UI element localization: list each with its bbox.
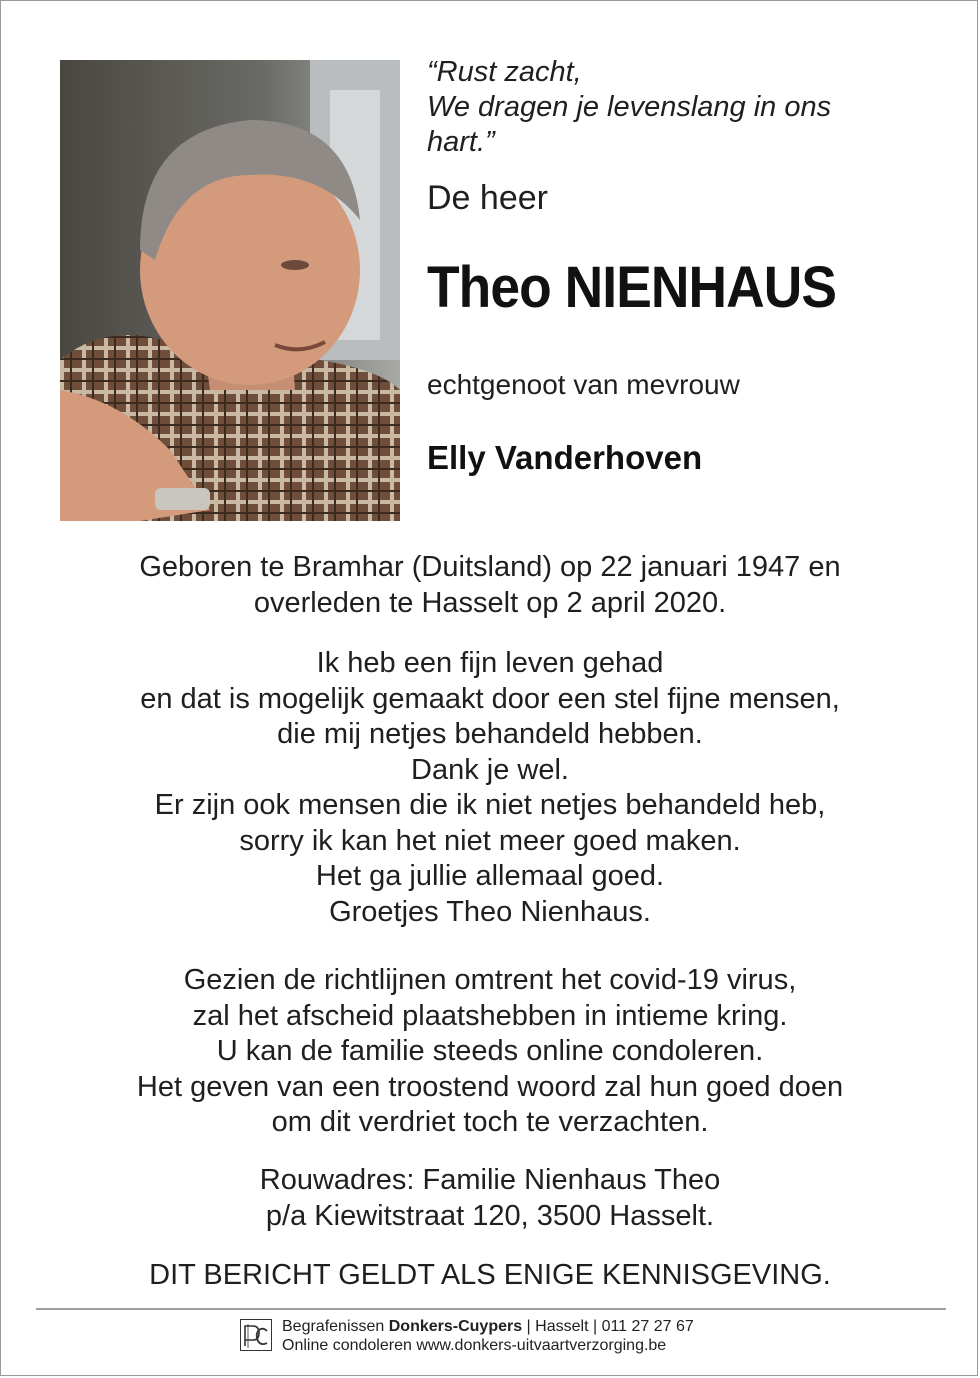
title-prefix: De heer <box>427 179 548 217</box>
official-notice <box>1 1258 979 1294</box>
portrait-photo <box>60 60 400 521</box>
poem-line: Ik heb een fijn leven gehad <box>316 647 664 679</box>
covid-notice <box>1 963 979 1141</box>
birth-death-line: Geboren te Bramhar (Duitsland) op 22 januari 1947 en <box>139 551 841 583</box>
birth-death-text <box>1 550 979 621</box>
covid-line: U kan de familie steeds online condoleren. <box>216 1035 764 1067</box>
funeral-home-name: Donkers-Cuypers <box>388 1318 523 1335</box>
quote-line: We dragen je levenslang in ons <box>427 91 832 123</box>
mourning-address <box>1 1163 979 1234</box>
poem-line: die mij netjes behandeld hebben. <box>277 718 703 750</box>
birth-death-line: overleden te Hasselt op 2 april 2020. <box>253 586 727 619</box>
footer-separator: | <box>522 1318 536 1335</box>
poem-line: sorry ik kan het niet meer goed maken. <box>239 824 741 857</box>
footer-divider <box>36 1308 946 1310</box>
footer-separator: | <box>588 1318 602 1335</box>
spouse-name: Elly Vanderhoven <box>427 439 703 476</box>
quote-line: “Rust zacht, <box>427 56 582 88</box>
funeral-home-logo-icon <box>240 1319 272 1351</box>
online-label: Online condoleren <box>282 1337 417 1354</box>
footer-prefix: Begrafenissen <box>282 1318 389 1335</box>
quote <box>427 55 947 160</box>
poem <box>1 646 979 930</box>
footer-phone: 011 27 27 67 <box>601 1318 694 1335</box>
poem-line: Dank je wel. <box>411 753 569 786</box>
address-line: Rouwadres: Familie Nienhaus Theo <box>259 1164 721 1196</box>
covid-line: om dit verdriet toch te verzachten. <box>271 1106 709 1138</box>
covid-line: Het geven van een troostend woord zal hun goed doen <box>136 1070 844 1103</box>
footer-city: Hasselt <box>535 1318 589 1335</box>
poem-line: Het ga jullie allemaal goed. <box>315 860 665 892</box>
spouse-label: echtgenoot van mevrouw <box>427 369 740 400</box>
poem-line: en dat is mogelijk gemaakt door een stel fijne mensen, <box>140 682 840 715</box>
portrait-illustration <box>60 60 400 521</box>
poem-line: Er zijn ook mensen die ik niet netjes behandeld heb, <box>154 789 826 821</box>
header-text <box>427 55 947 476</box>
notice-text: DIT BERICHT GELDT ALS ENIGE KENNISGEVING. <box>149 1259 831 1291</box>
covid-line: zal het afscheid plaatshebben in intieme kring. <box>192 999 788 1032</box>
poem-line: Groetjes Theo Nienhaus. <box>329 895 651 928</box>
quote-line: hart.” <box>427 126 495 158</box>
deceased-name: Theo NIENHAUS <box>427 255 837 320</box>
footer-text <box>282 1317 694 1355</box>
footer-line-online <box>282 1336 694 1355</box>
address-line: p/a Kiewitstraat 120, 3500 Hasselt. <box>265 1199 715 1232</box>
covid-line: Gezien de richtlijnen omtrent het covid-19 virus, <box>183 964 797 996</box>
website-link[interactable]: www.donkers-uitvaartverzorging.be <box>416 1337 667 1354</box>
footer-line-company <box>282 1317 694 1336</box>
